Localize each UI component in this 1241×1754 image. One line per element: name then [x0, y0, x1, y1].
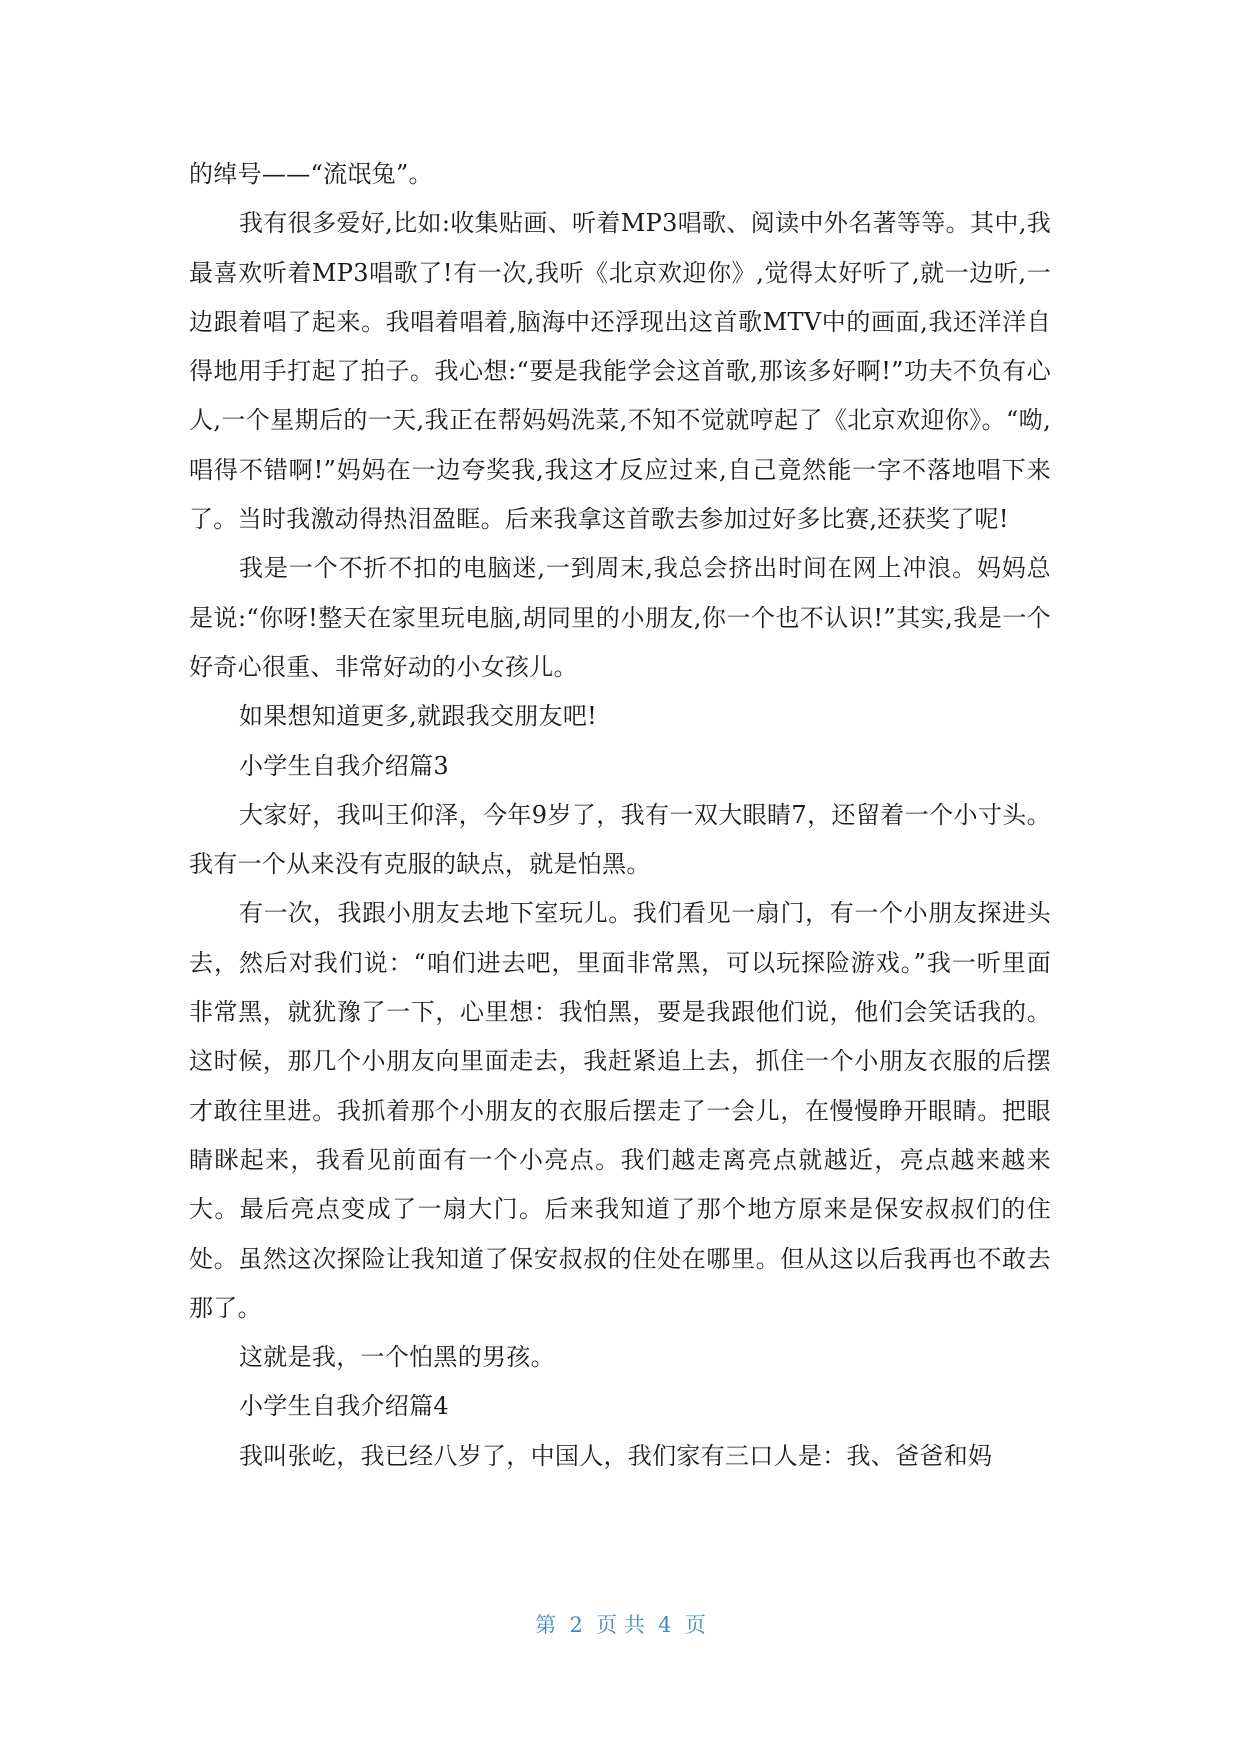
paragraph: 如果想知道更多,就跟我交朋友吧!	[239, 702, 598, 731]
page-number-footer: 第 2 页 共 4 页	[535, 1613, 706, 1637]
paragraph: 的绰号——“流氓兔”。	[189, 160, 433, 188]
paragraph: 我是一个不折不扣的电脑迷,一到周末,我总会挤出时间在网上冲浪。妈妈总是说:“你呀!整天在家里玩电脑,胡同里的小朋友,你一个也不认识!”其实,我是一个好奇心很重、非常好动的小女孩儿。	[189, 554, 1051, 681]
paragraph: 大家好，我叫王仰泽，今年9岁了，我有一双大眼睛7，还留着一个小寸头。我有一个从来没有克服的缺点，就是怕黑。	[189, 800, 1051, 879]
document-body	[189, 150, 1051, 1481]
paragraph: 有一次，我跟小朋友去地下室玩儿。我们看见一扇门，有一个小朋友探进头去，然后对我们说：“咱们进去吧，里面非常黑，可以玩探险游戏。”我一听里面非常黑，就犹豫了一下，心里想：我怕黑，要是我跟他们说，他们会笑话我的。这时候，那几个小朋友向里面走去，我赶紧追上去，抓住一个小朋友衣服的后摆才敢往里进。我抓着那个小朋友的衣服后摆走了一会儿，在慢慢睁开眼睛。把眼睛眯起来，我看见前面有一个小亮点。我们越走离亮点就越近，亮点越来越来大。最后亮点变成了一扇大门。后来我知道了那个地方原来是保安叔叔们的住处。虽然这次探险让我知道了保安叔叔的住处在哪里。但从这以后我再也不敢去那了。	[189, 899, 1051, 1322]
paragraph: 这就是我，一个怕黑的男孩。	[239, 1343, 555, 1372]
paragraph: 我有很多爱好,比如:收集贴画、听着MP3唱歌、阅读中外名著等等。其中,我最喜欢听着MP3唱歌了!有一次,我听《北京欢迎你》,觉得太好听了,就一边听,一边跟着唱了起来。我唱着唱着,脑海中还浮现出这首歌MTV中的画面,我还洋洋自得地用手打起了拍子。我心想:“要是我能学会这首歌,那该多好啊!”功夫不负有心人,一个星期后的一天,我正在帮妈妈洗菜,不知不觉就哼起了《北京欢迎你》。“呦,唱得不错啊!”妈妈在一边夸奖我,我这才反应过来,自己竟然能一字不落地唱下来了。当时我激动得热泪盈眶。后来我拿这首歌去参加过好多比赛,还获奖了呢!	[189, 209, 1051, 534]
section-heading: 小学生自我介绍篇4	[239, 1392, 449, 1421]
paragraph: 我叫张屹，我已经八岁了，中国人，我们家有三口人是：我、爸爸和妈	[239, 1441, 993, 1470]
section-heading: 小学生自我介绍篇3	[239, 751, 449, 780]
